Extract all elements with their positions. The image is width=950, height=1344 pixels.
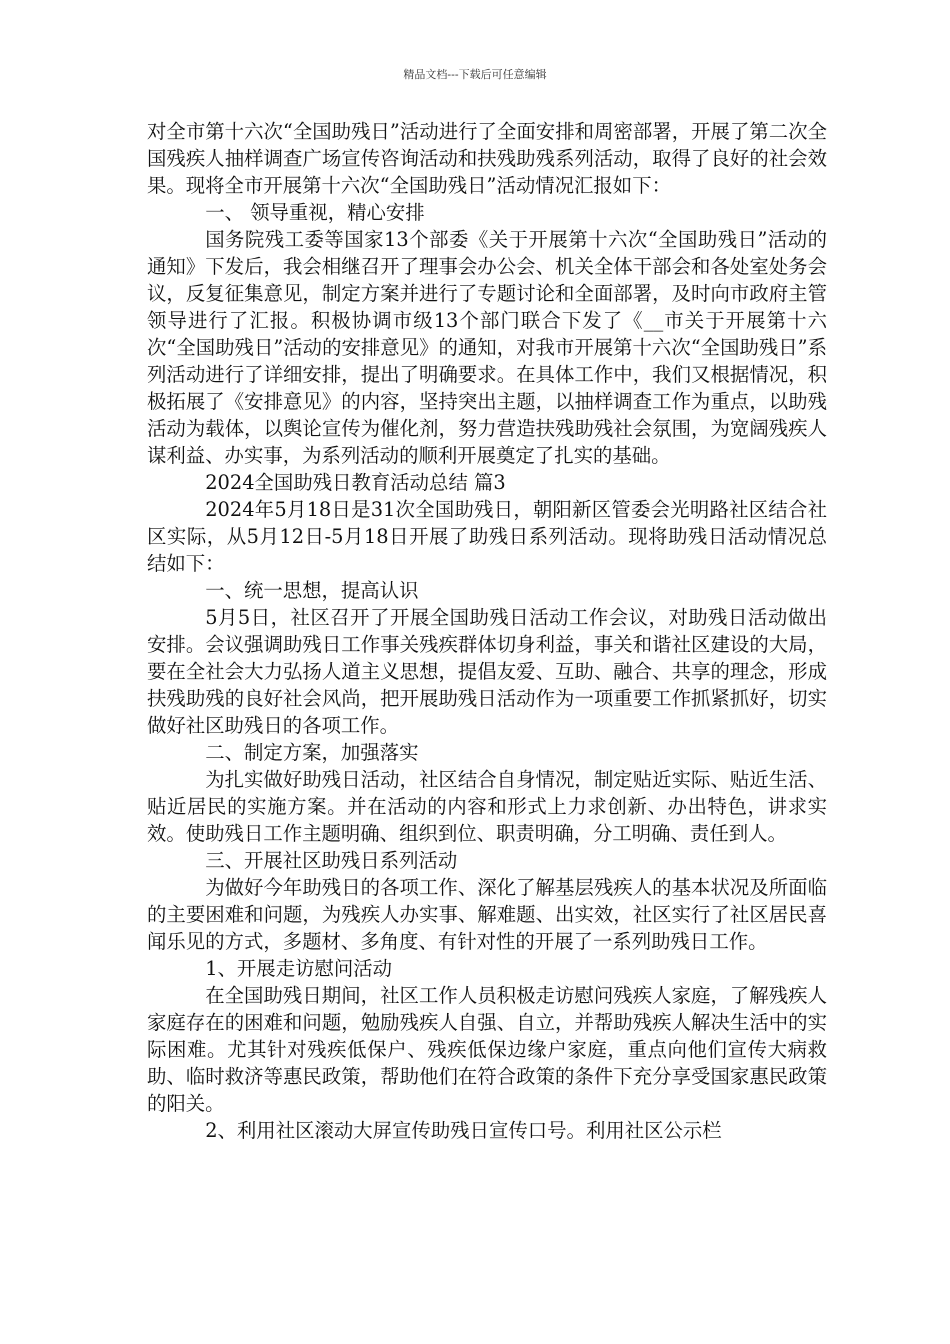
page-header: 精品文档---下载后可任意编辑 bbox=[403, 68, 547, 81]
paragraph: 国务院残工委等国家13个部委《关于开展第十六次“全国助残日”活动的通知》下发后，我会相继召开了理事会办公会、机关全体干部会和各处室处务会议，反复征集意见，制定方案并进行了专题讨论和全面部署，及时向市政府主管领导进行了汇报。积极协调市级13个部门联合下发了《__市关于开展第十六次“全国助残日”活动的安排意见》的通知，对我市开展第十六次“全国助残日”系列活动进行了详细安排，提出了明确要求。在具体工作中，我们又根据情况，积极拓展了《安排意见》的内容，坚持突出主题，以抽样调查工作为重点，以助残活动为载体，以舆论宣传为催化剂，努力营造扶残助残社会氛围，为宽阔残疾人谋利益、办实事，为系列活动的顺利开展奠定了扎实的基础。 bbox=[147, 228, 827, 467]
paragraph: 2024年5月18日是31次全国助残日，朝阳新区管委会光明路社区结合社区实际，从5月12日-5月18日开展了助残日系列活动。现将助残日活动情况总结如下： bbox=[147, 498, 827, 575]
document-body bbox=[147, 118, 827, 1144]
paragraph: 为扎实做好助残日活动，社区结合自身情况，制定贴近实际、贴近生活、贴近居民的实施方案。并在活动的内容和形式上力求创新、办出特色，讲求实效。使助残日工作主题明确、组织到位、职责明确，分工明确、责任到人。 bbox=[147, 768, 827, 845]
section-heading: 一、统一思想，提高认识 bbox=[205, 579, 419, 602]
section-heading: 三、开展社区助残日系列活动 bbox=[205, 849, 458, 872]
section-heading: 二、制定方案，加强落实 bbox=[205, 741, 419, 764]
paragraph: 为做好今年助残日的各项工作、深化了解基层残疾人的基本状况及所面临的主要困难和问题，为残疾人办实事、解难题、出实效，社区实行了社区居民喜闻乐见的方式，多题材、多角度、有针对性的开展了一系列助残日工作。 bbox=[147, 876, 827, 953]
paragraph: 2、利用社区滚动大屏宣传助残日宣传口号。利用社区公示栏 bbox=[205, 1119, 722, 1142]
subsection-heading: 1、开展走访慰问活动 bbox=[205, 957, 393, 980]
paragraph: 在全国助残日期间，社区工作人员积极走访慰问残疾人家庭，了解残疾人家庭存在的困难和问题，勉励残疾人自强、自立，并帮助残疾人解决生活中的实际困难。尤其针对残疾低保户、残疾低保边缘户家庭，重点向他们宣传大病救助、临时救济等惠民政策，帮助他们在符合政策的条件下充分享受国家惠民政策的阳关。 bbox=[147, 984, 827, 1115]
section-heading: 一、 领导重视，精心安排 bbox=[205, 201, 425, 224]
paragraph: 对全市第十六次“全国助残日”活动进行了全面安排和周密部署，开展了第二次全国残疾人抽样调查广场宣传咨询活动和扶残助残系列活动，取得了良好的社会效果。现将全市开展第十六次“全国助残日”活动情况汇报如下： bbox=[147, 120, 827, 197]
article-title: 2024全国助残日教育活动总结 篇3 bbox=[205, 471, 506, 494]
paragraph: 5月5日，社区召开了开展全国助残日活动工作会议，对助残日活动做出安排。会议强调助残日工作事关残疾群体切身利益，事关和谐社区建设的大局，要在全社会大力弘扬人道主义思想，提倡友爱、互助、融合、共享的理念，形成扶残助残的良好社会风尚，把开展助残日活动作为一项重要工作抓紧抓好，切实做好社区助残日的各项工作。 bbox=[147, 606, 827, 737]
